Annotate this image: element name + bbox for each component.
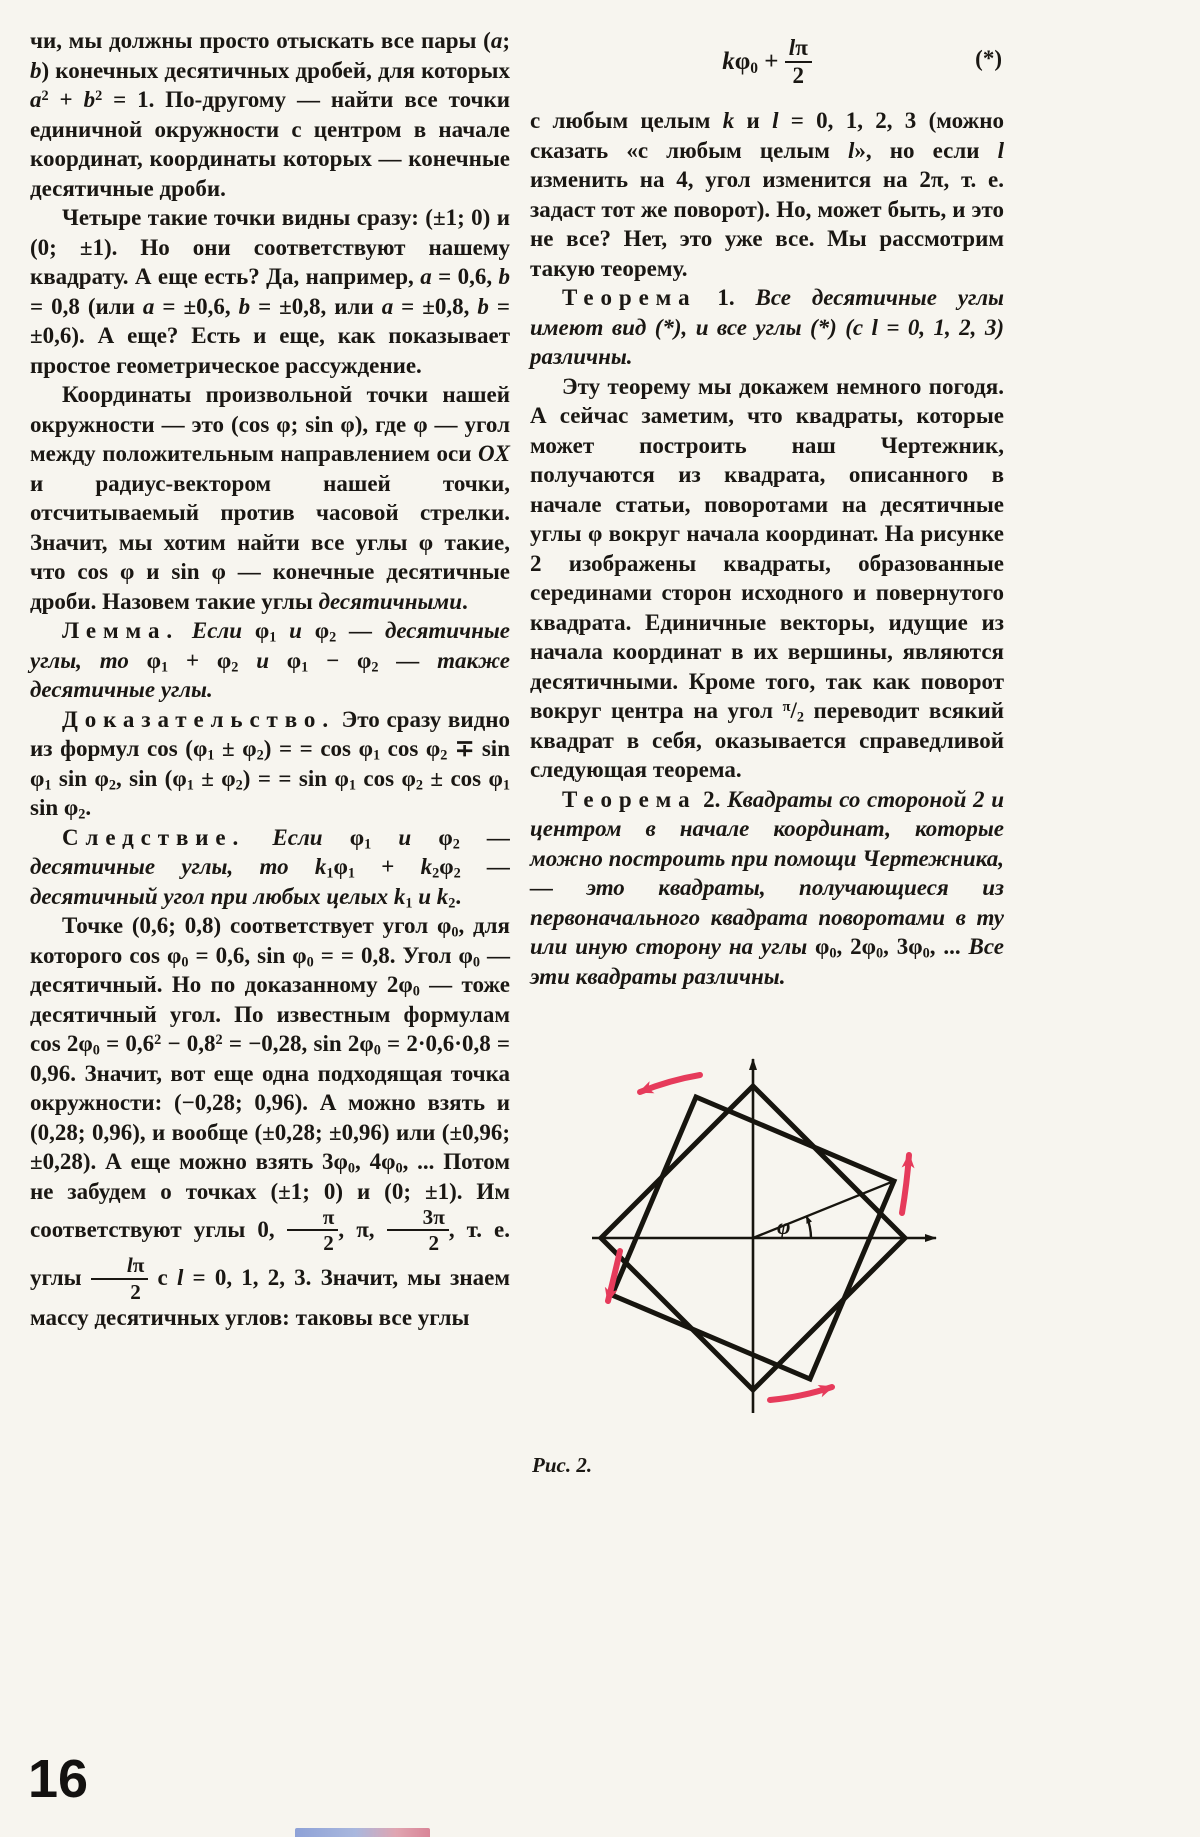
left-column [30, 26, 510, 1332]
rotation-arrow-bottom [770, 1387, 832, 1400]
para-intro-continuation: чи, мы должны просто отыскать все пары (a; b) конечных десятичных дробей, для которых $a^2 + b^2 = 1$. По-другому — найти все точки единичной окружности с центром в начале координат, координаты которых — конечные десятичные дроби. [30, 28, 510, 201]
para-four-points: Четыре такие точки видны сразу: (±1; 0) и (0; ±1). Но они соответствуют нашему квадрату. А еще есть? Да, например, a = 0,6, b = 0,8 (или a = ±0,6, b = ±0,8, или a = ±0,8, b = ±0,6). А еще? Есть и еще, как показывает простое геометрическое рассуждение. [30, 205, 510, 378]
display-formula [530, 32, 1004, 88]
formula-star-tag: (*) [975, 46, 1002, 71]
para-formula-explanation: с любым целым k и l = 0, 1, 2, 3 (можно сказать «с любым целым l», но если l изменить на 4, угол изменится на 2π, т. е. задаст тот же поворот). Но, может быть, и это не все? Нет, это уже все. Мы рассмотрим такую теорему. [530, 108, 1004, 281]
right-column [530, 26, 1004, 1481]
angle-phi-label: φ [777, 1214, 791, 1240]
para-decimal-angles: Точке (0,6; 0,8) соответствует угол $\varphi_0$, для которого $\cos \varphi_0 = 0,6$, $\sin \varphi_0$ = = 0,8. Угол $\varphi_0$ — десятичный. Но по доказанному $2\varphi_0$ — тоже десятичный угол. По известным формулам $\cos 2\varphi_0 = 0,6^2 - 0,8^2 = -0,28$, $\sin 2\varphi_0 = 2\cdot 0,6\cdot 0,8 = 0,96$. Значит, вот еще одна подходящая точка окружности: (−0,28; 0,96). А можно взять и (0,28; 0,96), и вообще (±0,28; ±0,96) или (±0,96; ±0,28). А еще можно взять $3\varphi_0$, $4\varphi_0$, ... Потом не забудем о точках (±1; 0) и (0; ±1). Им соответствуют углы 0, $\frac{\pi}{2}$ , π, $\frac{3\pi}{2}$ , т. е. углы $\frac{l\pi}{2}$ с l = 0, 1, 2, 3. Значит, мы знаем массу десятичных углов: таковы все углы [30, 913, 511, 1330]
para-theorem-1-discussion: Эту теорему мы докажем немного погодя. А сейчас заметим, что квадраты, которые может построить наш Чертежник, получаются из квадрата, описанного в начале статьи, поворотами на десятичные углы φ вокруг начала координат. На рисунке 2 изображены квадраты, образованные серединами сторон исходного и повернутого квадрата. Единичные векторы, идущие из начала координат в их вершины, являются десятичными. Кроме того, так как поворот вокруг центра на угол $^\pi/_2$ переводит всякий квадрат в себя, оказывается справедливой следующая теорема. [530, 373, 1004, 783]
figure-block [578, 1043, 1004, 1423]
rotation-arrow-right [902, 1155, 909, 1213]
scan-edge-artifact [295, 1828, 430, 1837]
para-proof: Доказательство. Это сразу видно из формул $\cos (\varphi_1 \pm \varphi_2)$ = = $\cos \varphi_1$ $\cos \varphi_2 \mp \sin \varphi_1$ $\sin \varphi_2$, $\sin (\varphi_1 \pm \varphi_2)$ = = $\sin \varphi_1$ $\cos \varphi_2 \pm \cos \varphi_1$ $\sin \varphi_2$. [30, 706, 511, 823]
page-number: 16 [28, 1749, 89, 1809]
figure-rotated-squares [578, 1043, 950, 1423]
angle-arc [807, 1217, 811, 1239]
para-lemma: Лемма. Если $\varphi_1$ и $\varphi_2$ — десятичные углы, то $\varphi_1 + \varphi_2$ и $\varphi_1 - \varphi_2$ — также десятичные углы. [30, 618, 511, 702]
rotation-arrow-top [640, 1075, 700, 1092]
figure-caption: Рис. 2. [532, 1453, 593, 1478]
para-theorem-1: Теорема 1. Все десятичные углы имеют вид (*), и все углы (*) (с l = 0, 1, 2, 3) различны. [530, 285, 1004, 370]
para-coordinates: Координаты произвольной точки нашей окружности — это (cos φ; sin φ), где φ — угол между положительным направлением оси OX и радиус-вектором нашей точки, отсчитываемый против часовой стрелки. Значит, мы хотим найти все углы φ такие, что cos φ и sin φ — конечные десятичные дроби. Назовем такие углы десятичными. [30, 382, 510, 614]
para-corollary: Следствие. Если $\varphi_1$ и $\varphi_2$ — десятичные углы, то $k_1\varphi_1 + k_2\varphi_2$ — десятичный угол при любых целых $k_1$ и $k_2$. [30, 824, 511, 912]
formula-expression: $k\varphi_0$ + $\frac{l\pi}{2}$ [722, 48, 812, 75]
para-theorem-2: Теорема 2. Квадраты со стороной 2 и центром в начале координат, которые можно построить при помощи Чертежника,— это квадраты, получающиеся из первоначального квадрата поворотами в ту или иную сторону на углы $\varphi_0$, $2\varphi_0$, $3\varphi_0$, ... Все эти квадраты различны. [530, 786, 1005, 989]
